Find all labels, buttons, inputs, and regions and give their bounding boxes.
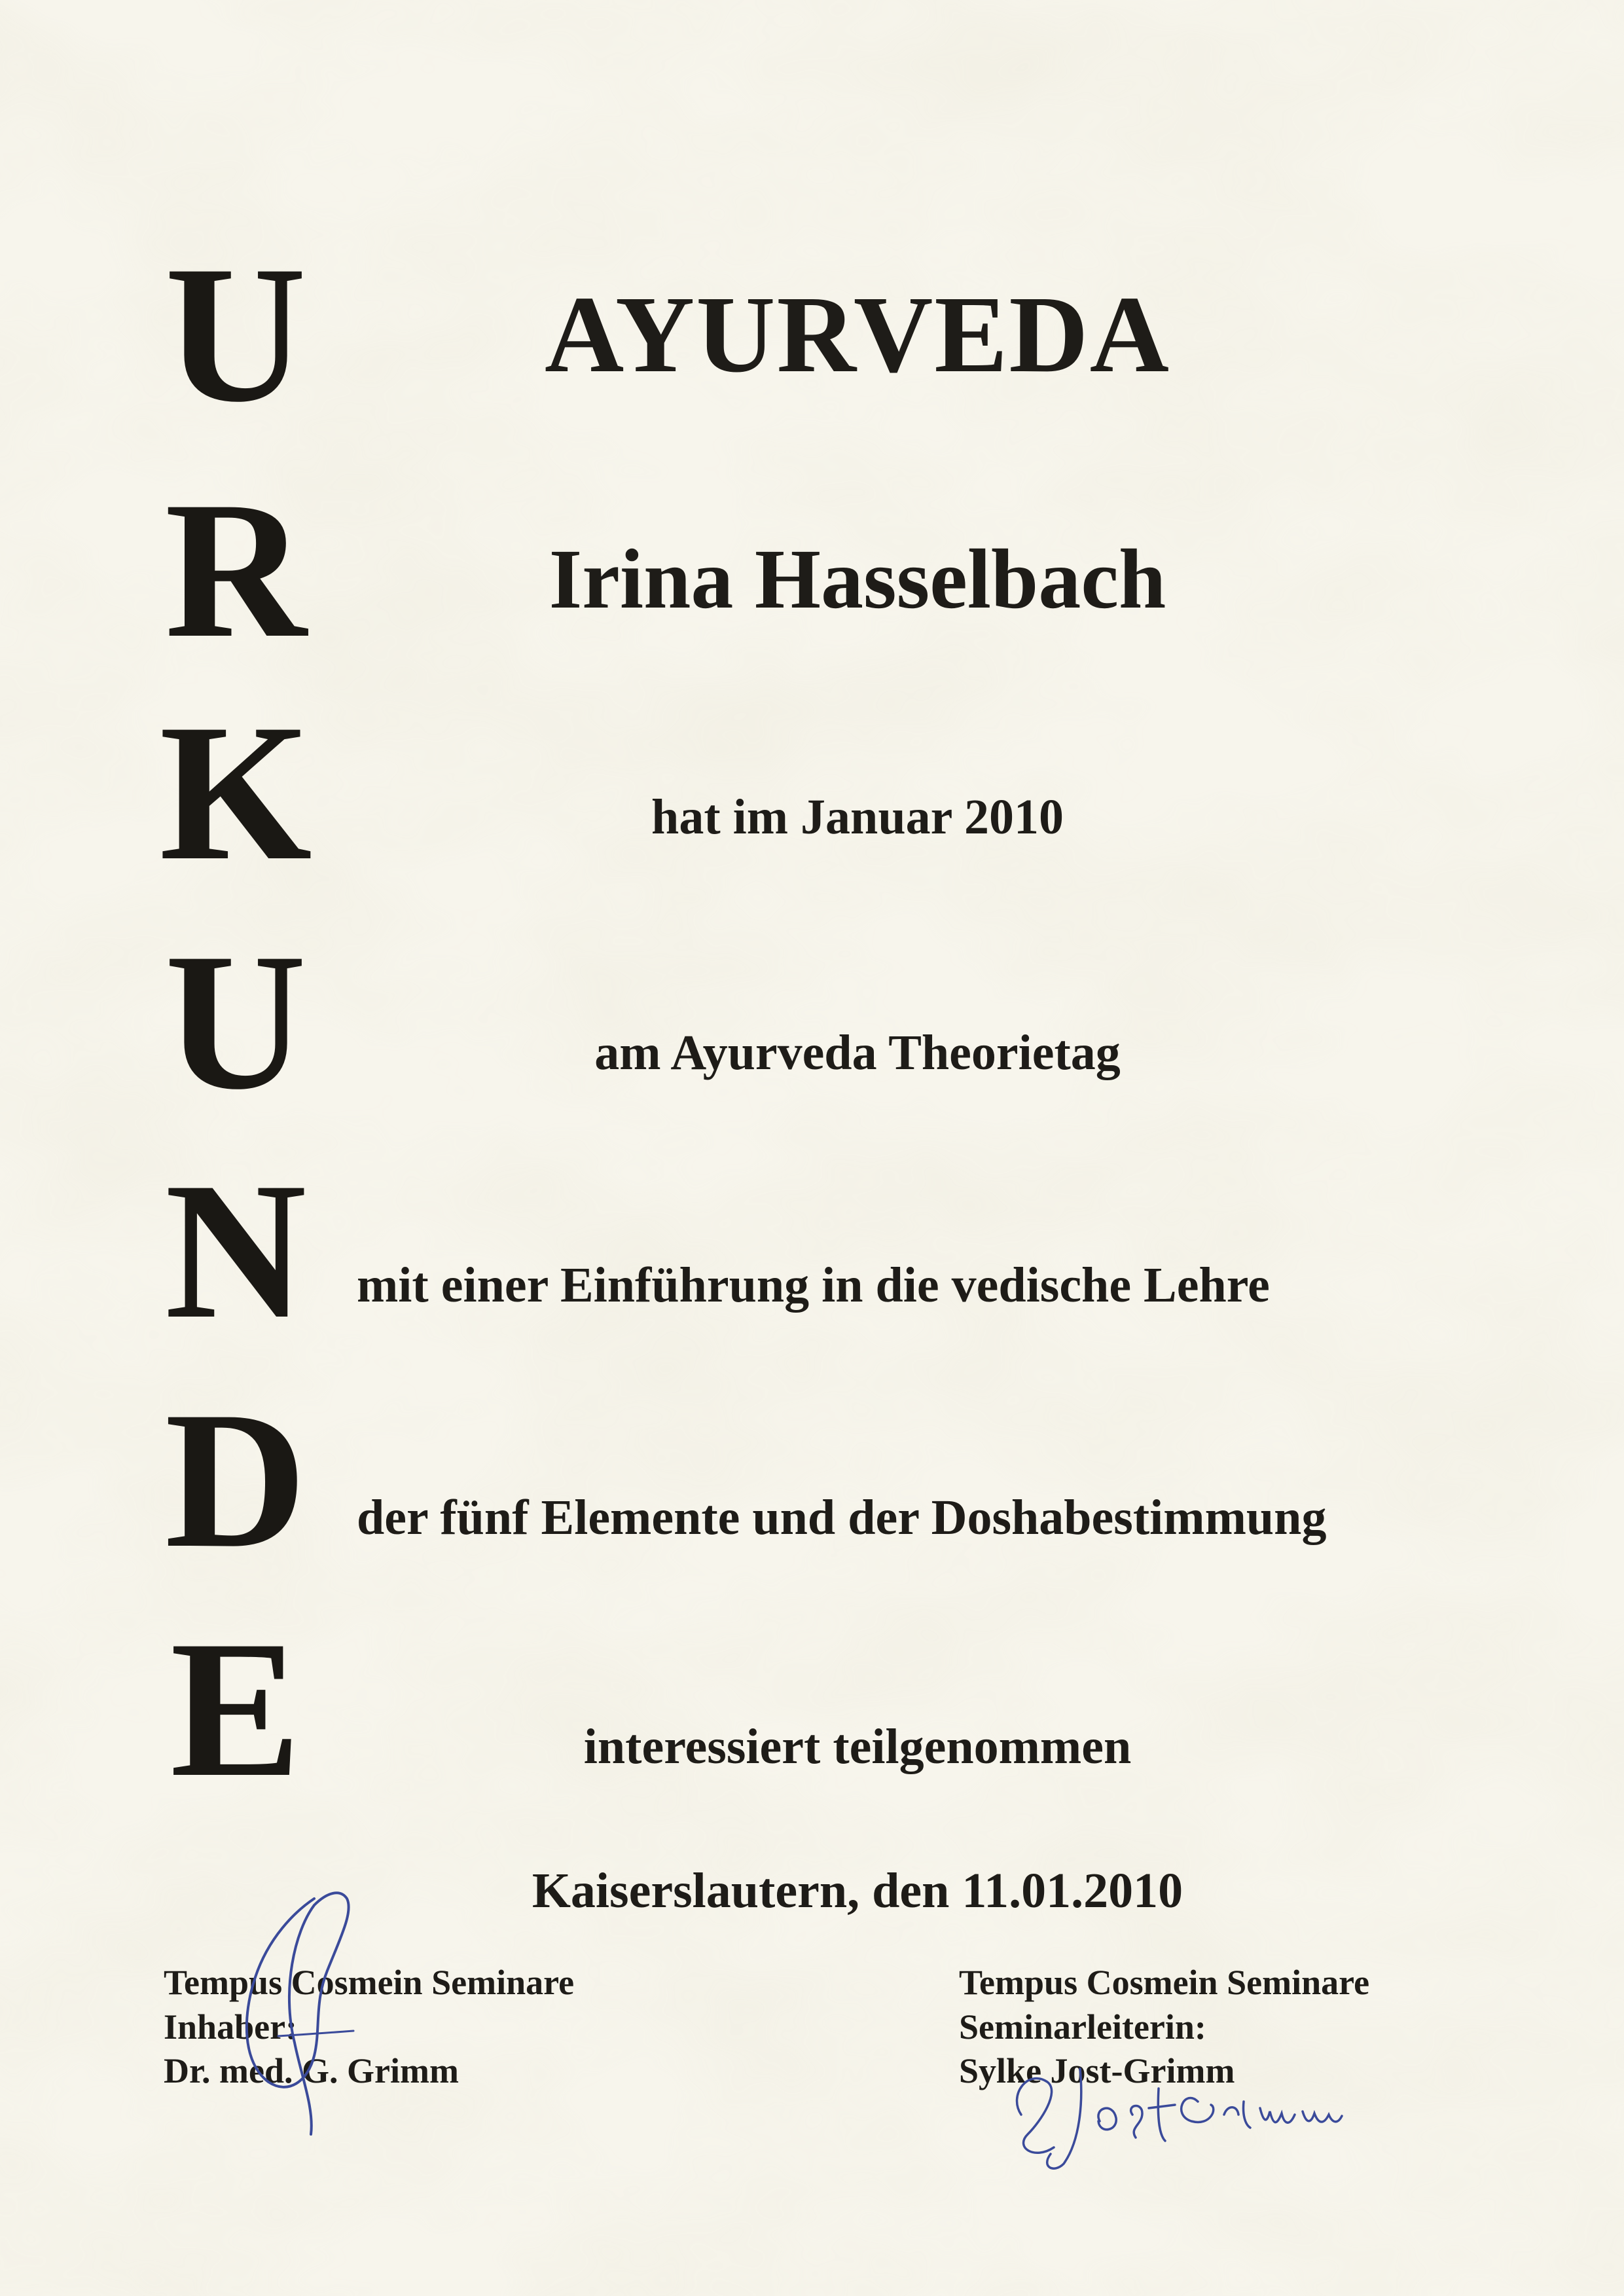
- right-handwritten-signature: [1001, 2043, 1368, 2180]
- urkunde-letter-r: R: [164, 461, 307, 678]
- left-signatory-role: Inhaber:: [164, 2007, 298, 2047]
- certificate-title: AYURVEDA: [545, 274, 1170, 395]
- text-line-4: der fünf Elemente und der Doshabestimmung: [357, 1490, 1327, 1545]
- text-line-1: hat im Januar 2010: [651, 790, 1064, 845]
- urkunde-letter-e: E: [170, 1600, 302, 1817]
- urkunde-letter-u: U: [164, 225, 307, 443]
- right-signatory-org: Tempus Cosmein Seminare: [959, 1963, 1370, 2002]
- text-line-2: am Ayurveda Theorietag: [594, 1025, 1121, 1080]
- left-handwritten-signature: [216, 1886, 386, 2147]
- text-line-3: mit einer Einführung in die vedische Lehre: [357, 1258, 1270, 1313]
- right-signatory-role: Seminarleiterin:: [959, 2007, 1206, 2047]
- urkunde-letter-d: D: [164, 1371, 307, 1588]
- urkunde-letter-k: K: [159, 683, 312, 901]
- place-date: Kaiserslautern, den 11.01.2010: [532, 1863, 1183, 1918]
- left-signatory-org: Tempus Cosmein Seminare: [164, 1963, 575, 2002]
- left-signatory-name: Dr. med. G. Grimm: [164, 2051, 459, 2090]
- urkunde-letter-n: N: [164, 1142, 307, 1359]
- text-line-5: interessiert teilgenommen: [583, 1719, 1132, 1774]
- urkunde-letter-u2: U: [164, 913, 307, 1130]
- recipient-name: Irina Hasselbach: [549, 532, 1166, 627]
- right-signatory-name: Sylke Jost-Grimm: [959, 2051, 1235, 2090]
